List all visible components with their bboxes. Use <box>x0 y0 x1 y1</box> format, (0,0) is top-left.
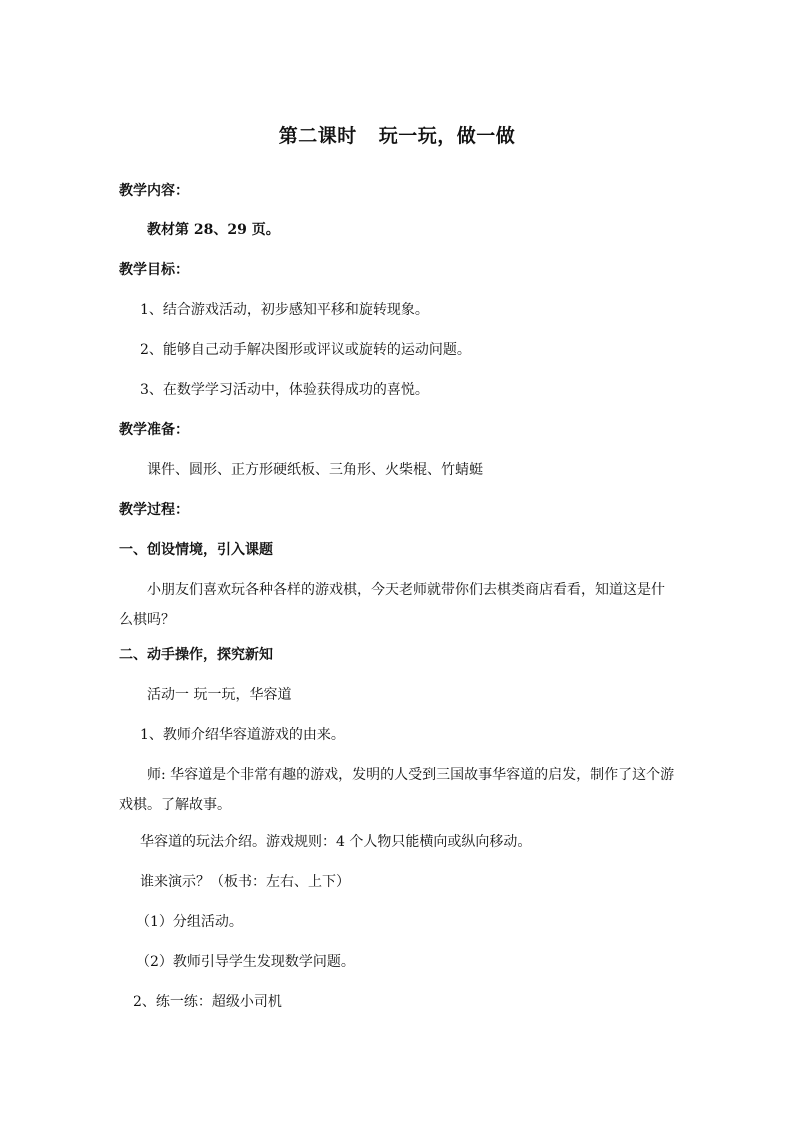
goal-item-3: 3、在数学学习活动中，体验获得成功的喜悦。 <box>140 382 429 398</box>
prep-text: 课件、圆形、正方形硬纸板、三角形、火柴棍、竹蜻蜓 <box>147 462 483 478</box>
sub-item-1: （1）分组活动。 <box>136 914 243 930</box>
item1-text: 1、教师介绍华容道游戏的由来。 <box>140 727 345 743</box>
title-lesson-number: 第二课时 <box>278 125 357 147</box>
step1-heading: 一、创设情境，引入课题 <box>119 542 273 558</box>
prep-heading: 教学准备： <box>119 422 189 438</box>
step2-heading: 二、动手操作，探究新知 <box>119 647 273 663</box>
item2-text: 2、练一练：超级小司机 <box>133 994 282 1010</box>
goal-item-2: 2、能够自己动手解决图形或评议或旋转的运动问题。 <box>140 342 471 358</box>
rules-text: 华容道的玩法介绍。游戏规则：4 个人物只能横向或纵向移动。 <box>140 834 532 850</box>
goals-heading: 教学目标： <box>119 262 189 278</box>
content-text: 教材第 28、29 页。 <box>147 222 280 238</box>
sub-item-2: （2）教师引导学生发现数学问题。 <box>136 954 355 970</box>
process-heading: 教学过程： <box>119 502 189 518</box>
demo-text: 谁来演示？（板书：左右、上下） <box>140 874 350 890</box>
teacher-text: 师: 华容道是个非常有趣的游戏，发明的人受到三国故事华容道的启发，制作了这个游戏棋。了解故事。 <box>119 767 675 813</box>
goal-item-1: 1、结合游戏活动，初步感知平移和旋转现象。 <box>140 302 429 318</box>
content-heading: 教学内容： <box>119 183 189 199</box>
step1-text: 小朋友们喜欢玩各种各样的游戏棋，今天老师就带你们去棋类商店看看，知道这是什么棋吗？ <box>119 582 665 628</box>
title-lesson-name: 玩一玩，做一做 <box>378 125 516 147</box>
activity1-text: 活动一 玩一玩，华容道 <box>147 687 292 703</box>
page-title <box>0 123 794 149</box>
